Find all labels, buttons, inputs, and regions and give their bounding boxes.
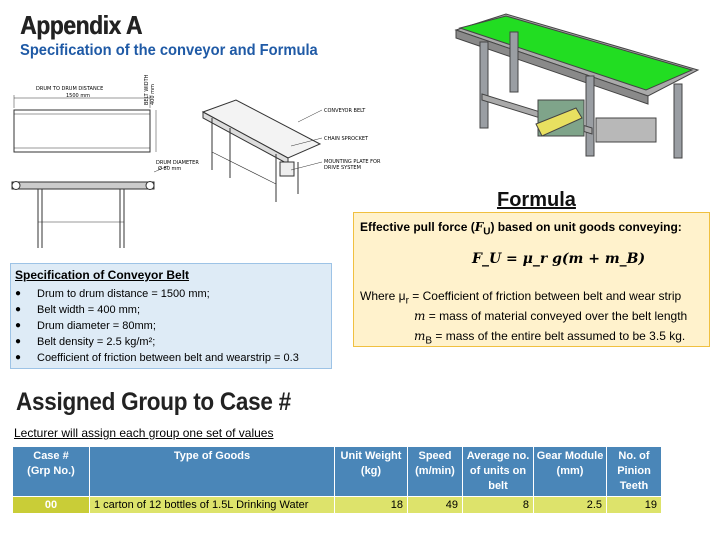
- spec-item: ● Coefficient of friction between belt and wearstrip = 0.3: [15, 352, 299, 364]
- cell-speed: 49: [408, 497, 463, 514]
- table-row: [13, 497, 662, 514]
- appendix-subtitle: Specification of the conveyor and Formula: [20, 42, 318, 59]
- label-drive-system: DRIVE SYSTEM: [324, 165, 361, 171]
- conveyor-technical-drawing: [8, 62, 408, 262]
- formula-where-mb: $m_B$ = mass of the entire belt assumed to be 3.5 kg.: [414, 329, 686, 347]
- label-drum-diameter: DRUM DIAMETER: [156, 160, 199, 166]
- bullet-icon: ●: [15, 320, 22, 331]
- spec-item: ● Drum to drum distance = 1500 mm;: [15, 288, 210, 300]
- formula-where-m: m = mass of material conveyed over the belt length: [414, 309, 688, 323]
- bullet-icon: ●: [15, 352, 22, 363]
- cell-goods: 1 carton of 12 bottles of 1.5L Drinking Water: [90, 497, 335, 514]
- spec-item: ● Belt density = 2.5 kg/m²;: [15, 336, 156, 348]
- bullet-icon: ●: [15, 288, 22, 299]
- label-conveyor-belt: CONVEYOR BELT: [324, 108, 366, 114]
- label-drum-distance: DRUM TO DRUM DISTANCE: [36, 86, 104, 92]
- col-pinion-teeth: No. of Pinion Teeth: [607, 447, 662, 497]
- label-belt-width: BELT WIDTH: [144, 74, 150, 105]
- col-case: Case # (Grp No.): [13, 447, 90, 497]
- cell-unit-weight: 18: [335, 497, 408, 514]
- col-gear-module: Gear Module (mm): [534, 447, 607, 497]
- label-drum-distance-value: 1500 mm: [66, 93, 91, 99]
- col-speed: Speed (m/min): [408, 447, 463, 497]
- label-chain-sprocket: CHAIN SPROCKET: [324, 136, 369, 142]
- cell-pinion-teeth: 19: [607, 497, 662, 514]
- label-belt-width-value: 400 mm: [150, 84, 156, 105]
- spec-heading: Specification of Conveyor Belt: [15, 268, 190, 282]
- table-header-row: [13, 447, 662, 497]
- formula-intro: Effective pull force $(F_U)$ based on unit goods conveying:: [360, 220, 682, 238]
- col-goods: Type of Goods: [90, 447, 335, 497]
- spec-box: [10, 263, 332, 369]
- case-table: [12, 446, 662, 514]
- lecturer-note: Lecturer will assign each group one set of values: [14, 426, 274, 440]
- label-mounting-plate: MOUNTING PLATE FOR: [324, 159, 381, 165]
- spec-item: ● Belt width = 400 mm;: [15, 304, 141, 316]
- bullet-icon: ●: [15, 304, 22, 315]
- col-avg-units: Average no. of units on belt: [463, 447, 534, 497]
- formula-box: [353, 212, 710, 347]
- spec-item: ● Drum diameter = 80mm;: [15, 320, 156, 332]
- bullet-icon: ●: [15, 336, 22, 347]
- cell-case: 00: [13, 497, 90, 514]
- conveyor-3d-render: [436, 8, 706, 188]
- cell-gear-module: 2.5: [534, 497, 607, 514]
- top-view-outline: [14, 110, 150, 152]
- col-unit-weight: Unit Weight (kg): [335, 447, 408, 497]
- spec-list: [15, 286, 299, 366]
- appendix-title: Appendix A: [20, 10, 142, 40]
- cell-avg-units: 8: [463, 497, 534, 514]
- formula-equation: F_U = μ_r g(m + m_B): [472, 251, 646, 267]
- assigned-title: Assigned Group to Case #: [16, 388, 291, 416]
- label-drum-diameter-value: Ø 80 mm: [158, 166, 182, 172]
- formula-title: Formula: [497, 189, 576, 211]
- formula-where-mu: Where $\mu_r$ = Coefficient of friction between belt and wear strip: [360, 289, 682, 307]
